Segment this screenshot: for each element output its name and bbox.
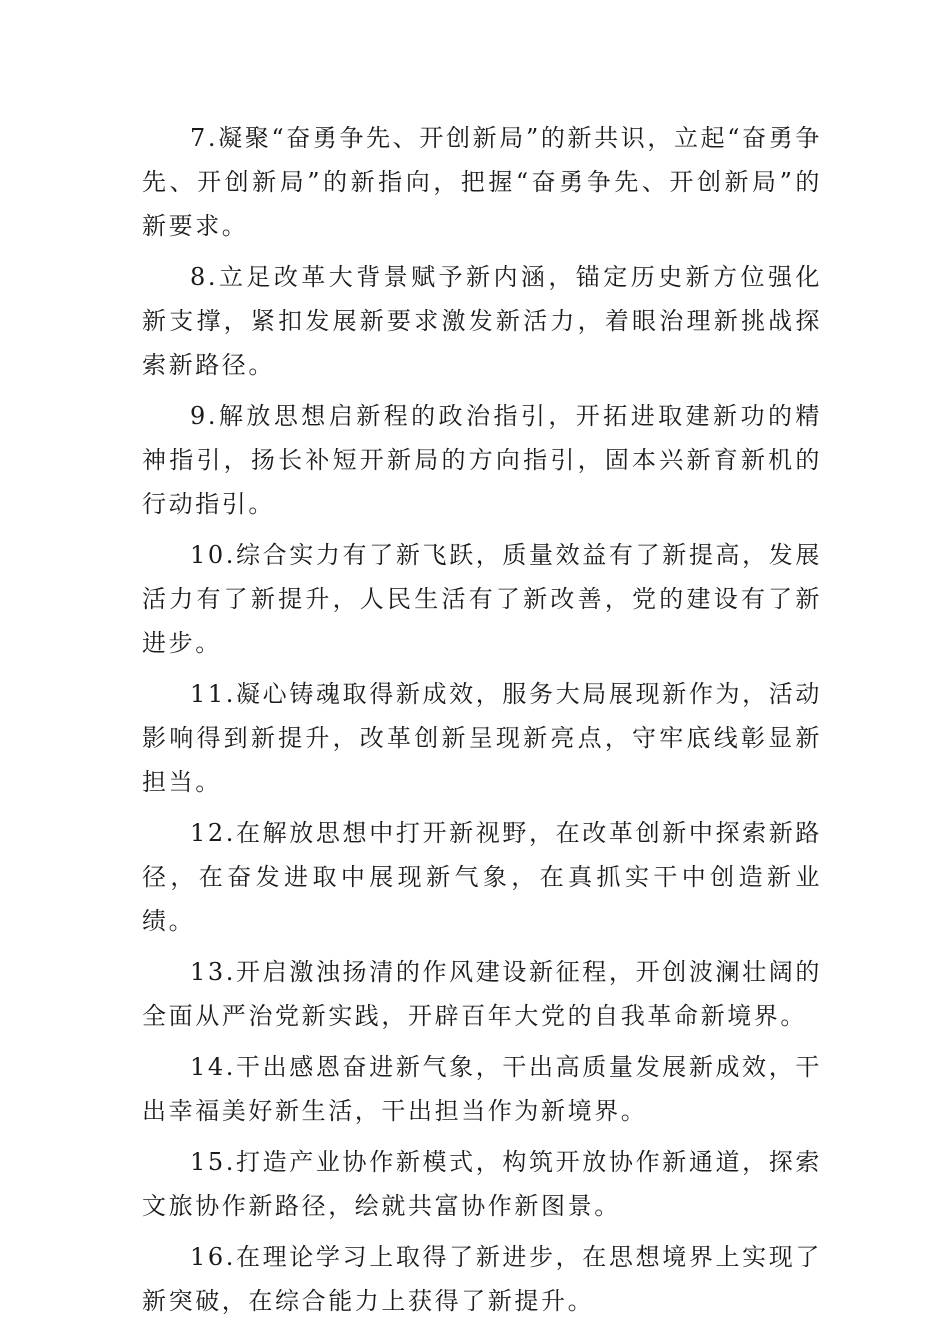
paragraph-item-12: 12.在解放思想中打开新视野，在改革创新中探索新路径，在奋发进取中展现新气象，在真抓实干中创造新业绩。 — [142, 819, 822, 935]
paragraph-item-8: 8.立足改革大背景赋予新内涵，锚定历史新方位强化新支撑，紧扣发展新要求激发新活力，着眼治理新挑战探索新路径。 — [142, 263, 822, 379]
paragraph-item-15: 15.打造产业协作新模式，构筑开放协作新通道，探索文旅协作新路径，绘就共富协作新图景。 — [142, 1148, 822, 1220]
paragraph-item-14: 14.干出感恩奋进新气象，干出高质量发展新成效，干出幸福美好新生活，干出担当作为新境界。 — [142, 1053, 822, 1125]
paragraph-item-13: 13.开启激浊扬清的作风建设新征程，开创波澜壮阔的全面从严治党新实践，开辟百年大党的自我革命新境界。 — [142, 958, 822, 1030]
paragraph-item-11: 11.凝心铸魂取得新成效，服务大局展现新作为，活动影响得到新提升，改革创新呈现新亮点，守牢底线彰显新担当。 — [142, 680, 822, 796]
paragraph-item-16: 16.在理论学习上取得了新进步，在思想境界上实现了新突破，在综合能力上获得了新提升。 — [142, 1243, 822, 1315]
document-body — [142, 116, 822, 1330]
paragraph-item-7: 7.凝聚“奋勇争先、开创新局”的新共识，立起“奋勇争先、开创新局”的新指向，把握“奋勇争先、开创新局”的新要求。 — [142, 124, 822, 240]
paragraph-item-9: 9.解放思想启新程的政治指引，开拓进取建新功的精神指引，扬长补短开新局的方向指引，固本兴新育新机的行动指引。 — [142, 402, 822, 518]
paragraph-item-10: 10.综合实力有了新飞跃，质量效益有了新提高，发展活力有了新提升，人民生活有了新改善，党的建设有了新进步。 — [142, 541, 822, 657]
